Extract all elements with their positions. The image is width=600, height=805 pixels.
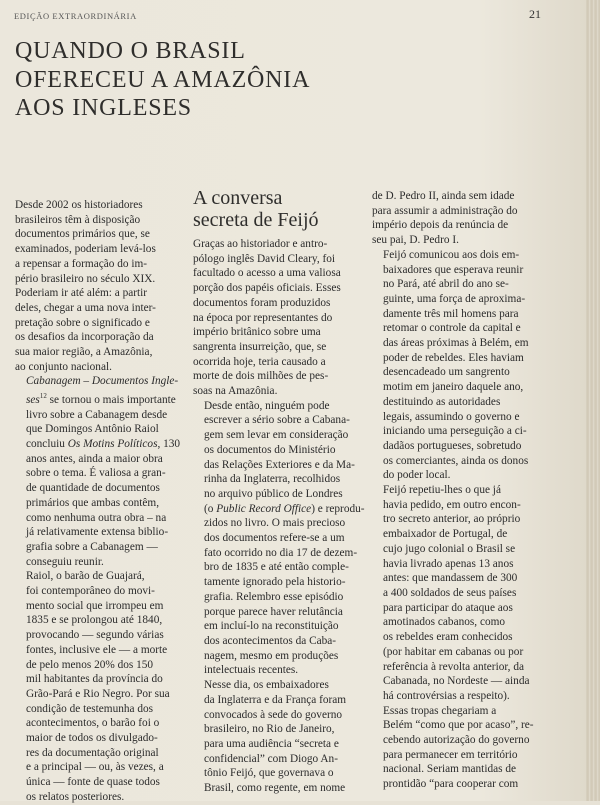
text-line: examinados, poderiam levá-los	[15, 243, 156, 256]
text-line: de pelo menos 20% dos 150	[26, 658, 154, 671]
text-line: documentos foram produzidos	[193, 296, 331, 309]
paragraph	[193, 237, 368, 399]
text-line: ses$^{12}$ se tornou o mais importante	[26, 392, 176, 406]
text-line: Grão-Pará e Rio Negro. Por sua	[26, 687, 170, 700]
paragraph	[372, 189, 547, 248]
text-line: bro de 1835 e até então comple-	[204, 561, 349, 574]
text-line: provocando — segundo várias	[26, 629, 164, 642]
text-line: primários que ambas contêm,	[26, 496, 160, 509]
paragraph	[15, 198, 185, 374]
text-line: em incluí-lo na reconstituição	[204, 620, 339, 633]
text-line: documentos primários que, se	[15, 228, 150, 241]
text-line: res da documentação original	[26, 746, 159, 759]
text-line: foi contemporâneo do movi-	[26, 585, 155, 598]
title-line: AOS INGLESES	[15, 95, 192, 121]
text-line: desencadeado um sangrento	[383, 366, 510, 379]
paragraph	[372, 704, 547, 792]
text-line: no Pará, até abril do ano se-	[383, 278, 509, 291]
text-line: brasileiros têm à disposição	[15, 213, 141, 226]
text-line: mento social que irrompeu em	[26, 599, 164, 612]
text-line: brasileiro, no Rio de Janeiro,	[204, 723, 335, 736]
text-line: rinha da Inglaterra, recolhidos	[204, 473, 341, 486]
text-line: cebendo autorização do governo	[383, 734, 530, 747]
text-line: poder de rebeldes. Eles haviam	[383, 351, 524, 364]
text-line: das áreas próximas à Belém, em	[383, 337, 529, 350]
text-line: dos acontecimentos da Caba-	[204, 634, 337, 647]
text-line: conseguiu reunir.	[26, 555, 104, 568]
page-number: 21	[529, 7, 541, 21]
text-line: os relatos posteriores.	[26, 790, 125, 803]
text-line: na época por representantes do	[193, 311, 333, 324]
text-line: Poderiam ir até além: a partir	[15, 287, 148, 300]
text-line: convocados à sede do governo	[204, 708, 343, 721]
text-line: confidencial” com Diogo An-	[204, 752, 338, 765]
text-line: como nenhuma outra obra – na	[26, 511, 167, 524]
text-line: império depois da renúncia de	[372, 219, 509, 232]
text-line: da Inglaterra e da França foram	[204, 693, 347, 706]
text-line: (por habitar em cabanas ou por	[383, 645, 524, 658]
text-line: facultado o acesso a uma valiosa	[193, 267, 341, 280]
text-line: iniciando uma perseguição a ci-	[383, 425, 527, 438]
text-line: antes: que mandassem de 300	[383, 572, 518, 585]
text-line: acontecimentos, o barão foi o	[26, 717, 160, 730]
text-line: intelectuais recentes.	[204, 664, 299, 677]
page-edge	[586, 0, 600, 801]
text-line: livro sobre a Cabanagem desde	[26, 408, 168, 421]
text-line: guinte, uma força de aproxima-	[383, 292, 526, 305]
text-line: sobre o tema. É valiosa a gran-	[26, 467, 166, 480]
column-2	[193, 237, 368, 796]
paragraph	[372, 483, 547, 704]
text-line: seu pai, D. Pedro I.	[372, 234, 459, 247]
text-line: para assumir a administração do	[372, 204, 518, 217]
text-line: cujo jugo colonial o Brasil se	[383, 542, 516, 555]
text-line: que Domingos Antônio Raiol	[26, 423, 159, 436]
paragraph	[193, 399, 368, 678]
text-line: Raiol, o barão de Guajará,	[26, 570, 145, 583]
text-line: zidos no livro. O mais precioso	[204, 517, 346, 530]
text-line: pretação sobre o significado e	[15, 316, 150, 329]
text-line: pólogo inglês David Cleary, foi	[193, 252, 336, 265]
text-line: Cabanada, no Nordeste — ainda	[383, 675, 530, 688]
text-line: Feijó repetiu-lhes o que já	[383, 484, 501, 497]
text-line: anos antes, ainda a maior obra	[26, 452, 163, 465]
text-line: e a principal — ou, às vezes, a	[26, 761, 164, 774]
text-line: ao conjunto nacional.	[15, 360, 112, 373]
section-subhead	[193, 187, 368, 231]
text-line: ocorrida hoje, teria causado a	[193, 355, 326, 368]
text-line: os desafios da incorporação da	[15, 331, 154, 344]
text-line: dadãos portugueses, sobretudo	[383, 439, 522, 452]
text-line: escrever a sério sobre a Cabana-	[204, 414, 350, 427]
text-line: pério brasileiro no século XIX.	[15, 272, 156, 285]
text-line: destituindo as autoridades	[383, 395, 501, 408]
text-line: os rebeldes eram conhecidos	[383, 631, 513, 644]
text-line: retomar o controle da capital e	[383, 322, 521, 335]
text-line: (o Public Record Office) e reprodu-	[204, 502, 365, 515]
text-line: porque parece haver relutância	[204, 605, 343, 618]
paragraph	[15, 569, 185, 804]
text-line: os documentos do Ministério	[204, 443, 336, 456]
text-line: a repensar a formação do im-	[15, 257, 148, 270]
text-line: Essas tropas chegariam a	[383, 704, 497, 717]
text-line: nacional. Seriam mantidas de	[383, 763, 517, 776]
text-line: única — fonte de quase todos	[26, 776, 160, 789]
section-label: EDIÇÃO EXTRAORDINÁRIA	[14, 11, 137, 21]
text-line: fato ocorrido no dia 17 de dezem-	[204, 546, 358, 559]
text-line: sangrenta insurreição, que, se	[193, 340, 327, 353]
text-line: soas na Amazônia.	[193, 385, 278, 398]
text-line: já relativamente extensa biblio-	[26, 526, 169, 539]
paragraph	[372, 248, 547, 483]
title-line: OFERECEU A AMAZÔNIA	[15, 66, 311, 93]
text-line: império britânico sobre uma	[193, 326, 321, 339]
text-line: Cabanagem – Documentos Ingle-	[26, 375, 179, 388]
text-line: no arquivo público de Londres	[204, 487, 343, 500]
text-line: havia livrado apenas 13 anos	[383, 557, 514, 570]
paragraph	[193, 678, 368, 796]
text-line: dos documentos refere-se a um	[204, 532, 345, 545]
text-line: Belém “como que por acaso”, re-	[383, 719, 534, 732]
text-line: de quantidade de documentos	[26, 482, 160, 495]
text-line: gem sem levar em consideração	[204, 429, 349, 442]
text-line: do poder local.	[383, 469, 451, 482]
text-line: para permanecer em território	[383, 748, 518, 761]
text-line: a 400 soldados de seus países	[383, 586, 517, 599]
text-line: tônio Feijó, que governava o	[204, 767, 334, 780]
article-title	[15, 37, 335, 123]
subhead-line: A conversa	[193, 187, 283, 209]
column-1	[15, 198, 185, 805]
text-line: condição de testemunha dos	[26, 702, 154, 715]
text-line: porção dos papéis oficiais. Esses	[193, 282, 341, 295]
text-line: amotinados cabanos, como	[383, 616, 506, 629]
text-line: morte de dois milhões de pes-	[193, 370, 329, 383]
text-line: mil habitantes da província do	[26, 673, 163, 686]
text-line: Feijó comunicou aos dois em-	[383, 248, 520, 261]
text-line: concluiu Os Motins Políticos, 130	[26, 438, 181, 451]
text-line: havia pedido, em outro encon-	[383, 498, 521, 511]
text-line: damente três mil homens para	[383, 307, 519, 320]
text-line: Desde 2002 os historiadores	[15, 199, 143, 211]
text-line: de D. Pedro II, ainda sem idade	[372, 190, 515, 202]
text-line: Graças ao historiador e antro-	[193, 238, 328, 250]
text-line: legais, assumindo o governo e	[383, 410, 520, 423]
title-line: QUANDO O BRASIL	[15, 38, 246, 64]
text-line: maior de todos os divulgado-	[26, 732, 158, 745]
text-line: referência à revolta anterior, da	[383, 660, 524, 673]
text-line: Nesse dia, os embaixadores	[204, 679, 329, 692]
subhead-line: secreta de Feijó	[193, 209, 319, 231]
text-line: fontes, inclusive ele — a morte	[26, 643, 168, 656]
text-line: tro secreto anterior, ao próprio	[383, 513, 521, 526]
text-line: das Relações Exteriores e da Ma-	[204, 458, 355, 471]
text-line: tamente ignorado pela historio-	[204, 576, 346, 589]
text-line: os comerciantes, ainda os donos	[383, 454, 529, 467]
text-line: motim em janeiro daquele ano,	[383, 381, 524, 394]
text-line: Brasil, como regente, em nome	[204, 782, 346, 795]
text-line: baixadores que esperava reunir	[383, 263, 524, 276]
text-line: 1835 e se prolongou até 1840,	[26, 614, 163, 627]
text-line: prontidão “para cooperar com	[383, 778, 519, 791]
text-line: grafia sobre a Cabanagem —	[26, 540, 158, 553]
text-line: nagem, mesmo em produções	[204, 649, 339, 662]
text-line: sua maior região, a Amazônia,	[15, 346, 153, 359]
text-line: para participar do ataque aos	[383, 601, 513, 614]
text-line: para uma audiência “secreta e	[204, 737, 339, 750]
text-line: deles, chegar a uma nova inter-	[15, 301, 156, 314]
text-line: há controvérsias a respeito).	[383, 689, 510, 702]
text-line: grafia. Relembro esse episódio	[204, 590, 344, 603]
text-line: Desde então, ninguém pode	[204, 399, 330, 412]
column-3	[372, 189, 547, 792]
text-line: embaixador de Portugal, de	[383, 528, 508, 541]
paragraph	[15, 374, 185, 569]
